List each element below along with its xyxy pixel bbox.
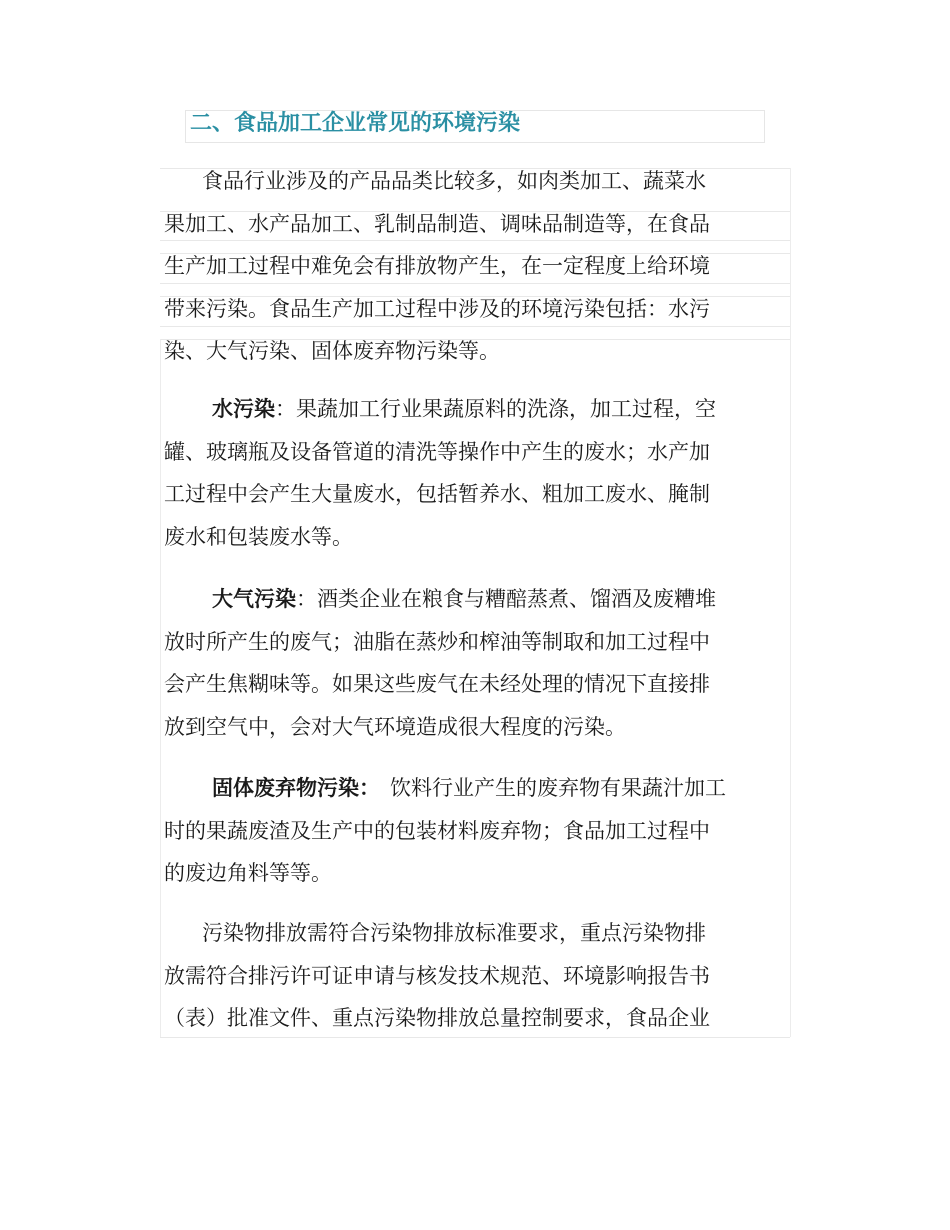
air-line-4: 放到空气中，会对大气环境造成很大程度的污染。 [164,714,626,739]
solid-waste-term: 固体废弃物污染： [212,776,380,800]
air-line-1: 大气污染：酒类企业在粮食与糟醅蒸煮、馏酒及废糟堆 [212,587,716,611]
text-frame-edge [160,339,161,1037]
solid-waste-paragraph [164,767,776,895]
water-line-3: 工过程中会产生大量废水，包括暂养水、粗加工废水、腌制 [164,482,710,506]
air-pollution-term: 大气污染 [212,587,296,611]
intro-line-5: 染、大气污染、固体废弃物污染等。 [164,339,500,363]
water-line-1: 水污染：果蔬加工行业果蔬原料的洗涤，加工过程，空 [212,397,716,421]
water-pollution-paragraph [164,388,776,558]
emission-paragraph [164,912,776,1040]
intro-line-2: 果加工、水产品加工、乳制品制造、调味品制造等，在食品 [164,211,710,236]
water-line-2: 罐、玻璃瓶及设备管道的清洗等操作中产生的废水；水产加 [164,439,710,464]
text-frame-edge [790,168,791,1037]
section-heading: 二、食品加工企业常见的环境污染 [190,111,521,136]
intro-line-4: 带来污染。食品生产加工过程中涉及的环境污染包括：水污 [164,296,710,321]
air-line-2: 放时所产生的废气；油脂在蒸炒和榨油等制取和加工过程中 [164,629,710,654]
intro-line-1: 食品行业涉及的产品品类比较多，如肉类加工、蔬菜水 [202,169,706,193]
emission-line-1: 污染物排放需符合污染物排放标准要求，重点污染物排 [202,921,706,945]
solid-line-1: 固体废弃物污染： 饮料行业产生的废弃物有果蔬汁加工 [212,776,726,800]
air-pollution-paragraph [164,578,776,748]
intro-paragraph [164,160,776,373]
air-line-3: 会产生焦糊味等。如果这些废气在未经处理的情况下直接排 [164,672,710,696]
emission-line-2: 放需符合排污许可证申请与核发技术规范、环境影响报告书 [164,963,710,988]
solid-line-2: 时的果蔬废渣及生产中的包装材料废弃物；食品加工过程中 [164,818,710,843]
solid-line-3: 的废边角料等等。 [164,861,332,885]
water-pollution-term: 水污染 [212,397,275,421]
water-line-4: 废水和包装废水等。 [164,524,353,549]
emission-line-3: （表）批准文件、重点污染物排放总量控制要求，食品企业 [164,1006,710,1030]
intro-line-3: 生产加工过程中难免会有排放物产生，在一定程度上给环境 [164,254,710,278]
